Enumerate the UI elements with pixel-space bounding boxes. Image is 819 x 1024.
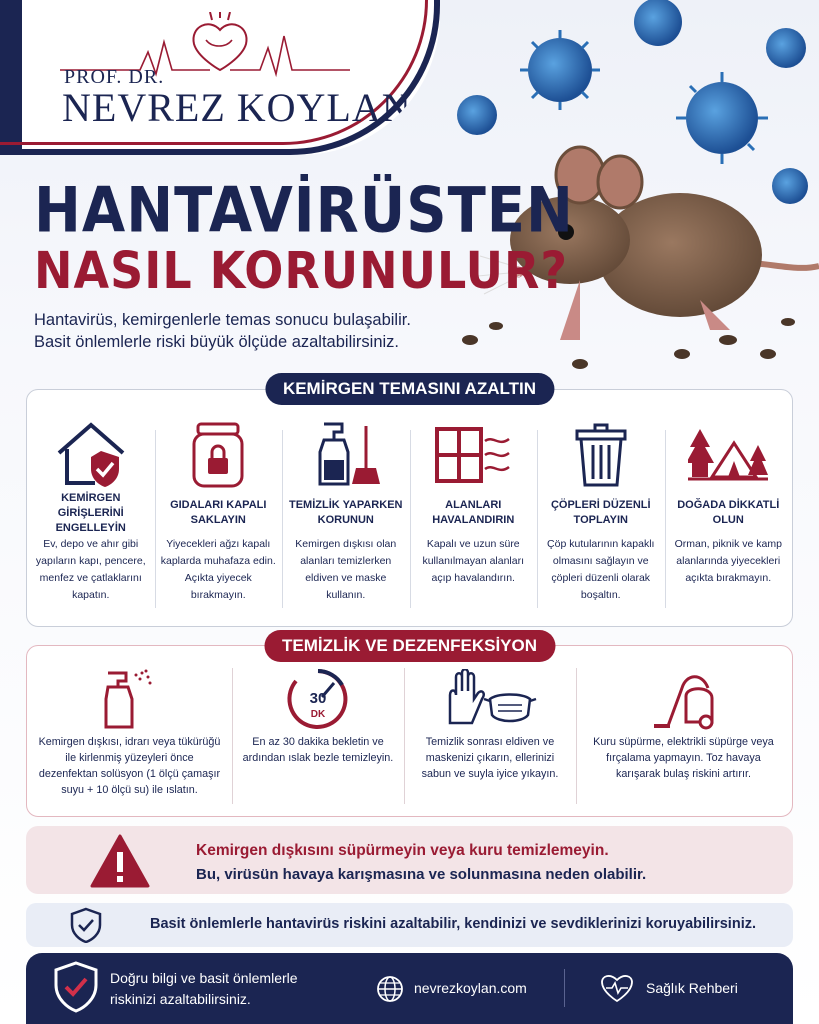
section-title-contact: KEMİRGEN TEMASINI AZALTIN [265,373,554,405]
card-heading: ALANLARI HAVALANDIRIN [432,499,515,526]
logo-block [0,0,440,155]
virus-icon [772,168,808,204]
warning-banner [26,826,793,894]
card-heading: DOĞADA DİKKATLİ OLUN [677,499,780,526]
card-text: Kuru süpürme, elektrikli süpürge veya fırçalama yapmayın. Toz havaya karışarak bulaş riskini artırır. [593,736,774,780]
section-disinfection [26,645,793,817]
card-ventilate [410,420,538,626]
card-text: Kemirgen dışkısı olan alanları temizlerken eldiven ve maske kullanın. [295,538,397,601]
card-text: En az 30 dakika bekletin ve ardından ıslak bezle temizleyin. [242,736,394,764]
shield-check-icon [54,961,98,1013]
card-text: Kapalı ve uzun süre kullanılmayan alanları açıp havalandırın. [422,538,525,584]
virus-icon [676,72,768,164]
timer-icon [286,667,350,731]
timer-unit: DK [310,709,326,720]
virus-icon [766,28,806,68]
footer-line2: riskinizi azaltabilirsiniz. [110,991,251,1007]
house-shield-icon [55,421,127,489]
warning-line1: Kemirgen dışkısını süpürmeyin veya kuru temizlemeyin. [196,842,609,859]
warning-line2: Bu, virüsün havaya karışmasına ve solunmasına neden olabilir. [196,866,647,883]
card-wet-surfaces [27,664,232,816]
virus-icon [634,0,682,46]
footer-health-guide: Sağlık Rehberi [646,980,738,996]
card-no-vacuum [576,664,791,816]
card-wait-30 [232,664,404,816]
card-heading: KEMİRGEN GİRİŞLERİNİ ENGELLEYİN [55,491,126,534]
spray-broom-icon [310,422,382,488]
card-nature [665,420,793,626]
virus-icon [520,30,600,110]
timer-number: 30 [309,690,327,707]
card-heading: TEMİZLİK YAPARKEN KORUNUN [289,499,403,526]
vacuum-icon [652,668,716,730]
globe-icon [376,975,404,1003]
section-title-disinfection: TEMİZLİK VE DEZENFEKSİYON [264,630,555,662]
heart-pulse-icon [600,973,634,1003]
intro-text [34,309,411,353]
footer [26,953,793,1024]
glove-mask-icon [442,669,538,729]
card-text: Temizlik sonrası eldiven ve maskenizi çıkarın, ellerinizi sabun ve suyla iyice yıkayın. [421,736,559,780]
intro-line2: Basit önlemlerle riski büyük ölçüde azaltabilirsiniz. [34,333,399,351]
spray-bottle-icon [102,669,158,729]
footer-message [110,968,298,1010]
virus-icon [457,95,497,135]
footer-divider [564,969,565,1007]
summary-note [26,903,793,947]
logo-name: NEVREZ KOYLAN [62,85,412,130]
intro-line1: Hantavirüs, kemirgenlerle temas sonucu bulaşabilir. [34,311,411,329]
card-text: Yiyecekleri ağzı kapalı kaplarda muhafaza edin. Açıkta yiyecek bırakmayın. [160,538,276,601]
trash-can-icon [575,423,627,487]
card-text: Kemirgen dışkısı, idrarı veya tükürüğü ile kirlenmiş yüzeyleri önce dezenfektan solüsyon (1 ölçü çamaşır suyu + 10 ölçü su) ile ıslatın. [38,736,221,796]
summary-text: Basit önlemlerle hantavirüs riskini azaltabilir, kendinizi ve sevdiklerinizi koruyabilirsiniz. [150,916,756,932]
card-protect-cleaning [282,420,410,626]
page-title-line2: NASIL KORUNULUR? [34,240,569,300]
card-store-food [155,420,283,626]
locked-jar-icon [190,422,246,488]
card-block-entries [27,420,155,626]
window-air-icon [435,425,511,485]
card-collect-trash [537,420,665,626]
card-heading: ÇÖPLERİ DÜZENLİ TOPLAYIN [550,499,651,526]
page-title-line1: HANTAVİRÜSTEN [34,174,574,248]
section-reduce-contact [26,389,793,627]
card-wash-hands [404,664,576,816]
card-text: Çöp kutularının kapaklı olmasını sağlayın ve çöpleri düzenli olarak boşaltın. [547,538,655,601]
logo-prefix: PROF. DR. [64,66,165,88]
droppings [462,318,795,369]
card-heading: GIDALARI KAPALI SAKLAYIN [170,499,267,526]
warning-triangle-icon [90,834,150,888]
footer-website-link[interactable]: nevrezkoylan.com [414,980,527,996]
tent-trees-icon [688,427,768,483]
footer-line1: Doğru bilgi ve basit önlemlerle [110,970,298,986]
card-text: Ev, depo ve ahır gibi yapıların kapı, pencere, menfez ve çatlaklarını kapatın. [35,538,146,601]
shield-check-icon [70,907,102,943]
card-text: Orman, piknik ve kamp alanlarında yiyecekleri açıkta bırakmayın. [674,538,782,584]
